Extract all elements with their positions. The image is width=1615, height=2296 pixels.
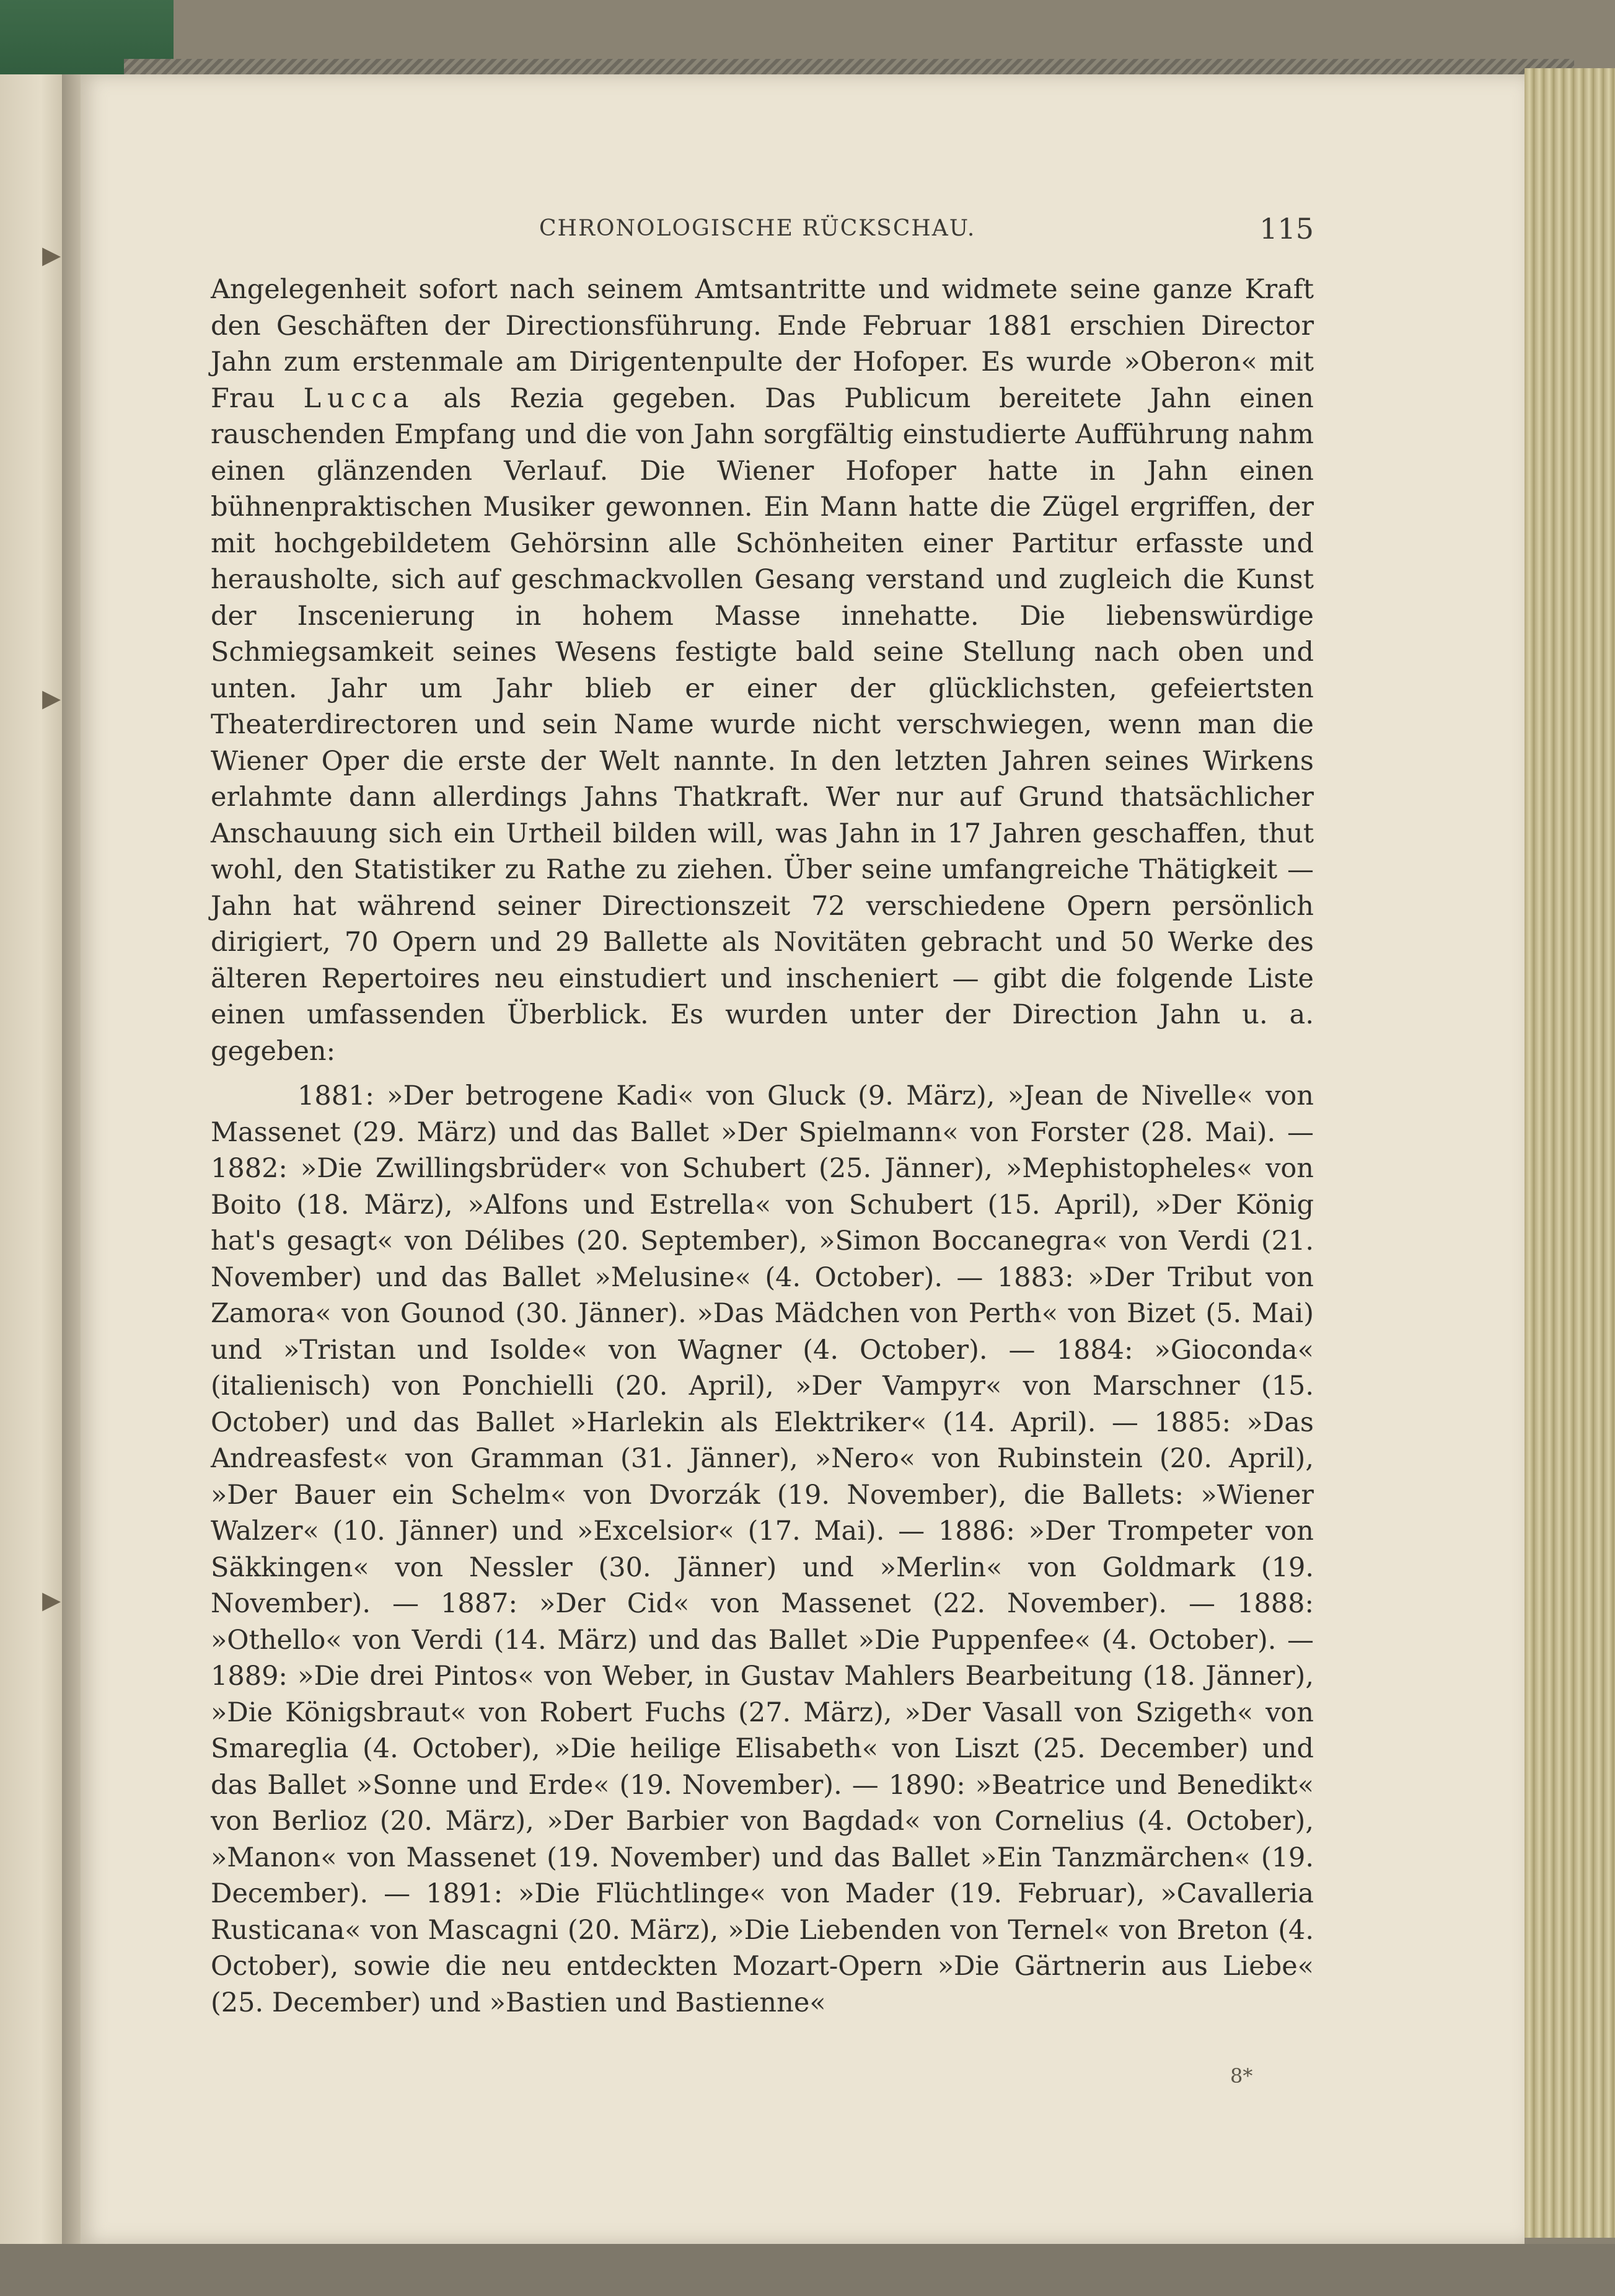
running-title: CHRONOLOGISCHE RÜCKSCHAU. <box>539 216 976 241</box>
page-block-edge <box>1525 68 1615 2238</box>
margin-tab-icon: ▸ <box>42 232 61 276</box>
page-number: 115 <box>1259 212 1314 245</box>
facing-page-edge <box>0 74 68 2296</box>
running-head <box>211 212 1314 253</box>
paragraph-text: als Rezia gegeben. Das Publicum bereitete Jahn einen rauschenden Empfang und die von Jahn sorgfältig einstudierte Aufführung nahm einen glänzenden Verlauf. Die Wiener Hofoper hatte in Jahn einen bühnenpraktischen Musiker gewonnen. Ein Mann hatte die Zügel ergriffen, der mit hochgebildetem Gehörsinn alle Schönheiten einer Partitur erfasste und herausholte, sich auf geschmackvollen Gesang verstand und zugleich die Kunst der Inscenierung in hohem Masse innehatte. Die liebenswürdige Schmiegsamkeit seines Wesens festigte bald seine Stellung nach oben und unten. Jahr um Jahr blieb er einer der glücklichsten, gefeiertsten Theaterdirectoren und sein Name wurde nicht verschwiegen, wenn man die Wiener Oper die erste der Welt nannte. In den letzten Jahren seines Wirkens erlahmte dann allerdings Jahns Thatkraft. Wer nur auf Grund thatsächlicher Anschauung sich ein Urtheil bilden will, was Jahn in 17 Jahren geschaffen, thut wohl, den Statistiker zu Rathe zu ziehen. Über seine umfangreiche Thätigkeit — Jahn hat während seiner Directionszeit 72 verschiedene Opern persönlich dirigiert, 70 Opern und 29 Ballette als Novitäten gebracht und 50 Werke des älteren Repertoires neu einstudiert und inscheniert — gibt die folgende Liste einen umfassenden Überblick. Es wurden unter der Direction Jahn u. a. gegeben: <box>211 382 1314 1067</box>
body-text <box>211 272 1314 2021</box>
margin-tab-icon: ▸ <box>42 676 61 719</box>
paragraph-chronology: 1881: »Der betrogene Kadi« von Gluck (9. März), »Jean de Nivelle« von Massenet (29. März) und das Ballet »Der Spielmann« von Forster (28. Mai). — 1882: »Die Zwillingsbrüder« von Schubert (25. Jänner), »Mephistopheles« von Boito (18. März), »Alfons und Estrella« von Schubert (15. April), »Der König hat's gesagt« von Délibes (20. September), »Simon Boccanegra« von Verdi (21. November) und das Ballet »Melusine« (4. October). — 1883: »Der Tribut von Zamora« von Gounod (30. Jänner). »Das Mädchen von Perth« von Bizet (5. Mai) und »Tristan und Isolde« von Wagner (4. October). — 1884: »Gioconda« (italienisch) von Ponchielli (20. April), »Der Vampyr« von Marschner (15. October) und das Ballet »Harlekin als Elektriker« (14. April). — 1885: »Das Andreasfest« von Gramman (31. Jänner), »Nero« von Rubinstein (20. April), »Der Bauer ein Schelm« von Dvorzák (19. November), die Ballets: »Wiener Walzer« (10. Jänner) und »Excelsior« (17. Mai). — 1886: »Der Trompeter von Säkkingen« von Nessler (30. Jänner) und »Merlin« von Goldmark (19. November). — 1887: »Der Cid« von Massenet (22. November). — 1888: »Othello« von Verdi (14. März) und das Ballet »Die Puppenfee« (4. October). — 1889: »Die drei Pintos« von Weber, in Gustav Mahlers Bearbeitung (18. Jänner), »Die Königsbraut« von Robert Fuchs (27. März), »Der Vasall von Szigeth« von Smareglia (4. October), »Die heilige Elisabeth« von Liszt (25. December) und das Ballet »Sonne und Erde« (19. November). — 1890: »Beatrice und Benedikt« von Berlioz (20. März), »Der Barbier von Bagdad« von Cornelius (4. October), »Manon« von Massenet (19. November) und das Ballet »Ein Tanzmärchen« (19. December). — 1891: »Die Flüchtlinge« von Mader (19. Februar), »Cavalleria Rusticana« von Mascagni (20. März), »Die Liebenden von Ternel« von Breton (4. October), sowie die neu entdeckten Mozart-Opern »Die Gärtnerin aus Liebe« (25. December) und »Bastien und Bastienne« <box>211 1080 1314 2018</box>
paragraph <box>211 272 1314 1069</box>
spaced-name: Lucca <box>303 382 415 414</box>
signature-mark: 8* <box>1230 2064 1253 2088</box>
paragraph-text: Angelegenheit sofort nach seinem Amtsantritte und widmete seine ganze Kraft den Geschäften der Directionsführung. Ende Februar 1881 erschien Director Jahn zum erstenmale am Dirigentenpulte der Hofoper. Es wurde »Oberon« mit Frau <box>211 274 1314 414</box>
scan-background <box>0 2244 1615 2296</box>
margin-tab-icon: ▸ <box>42 1578 61 1621</box>
